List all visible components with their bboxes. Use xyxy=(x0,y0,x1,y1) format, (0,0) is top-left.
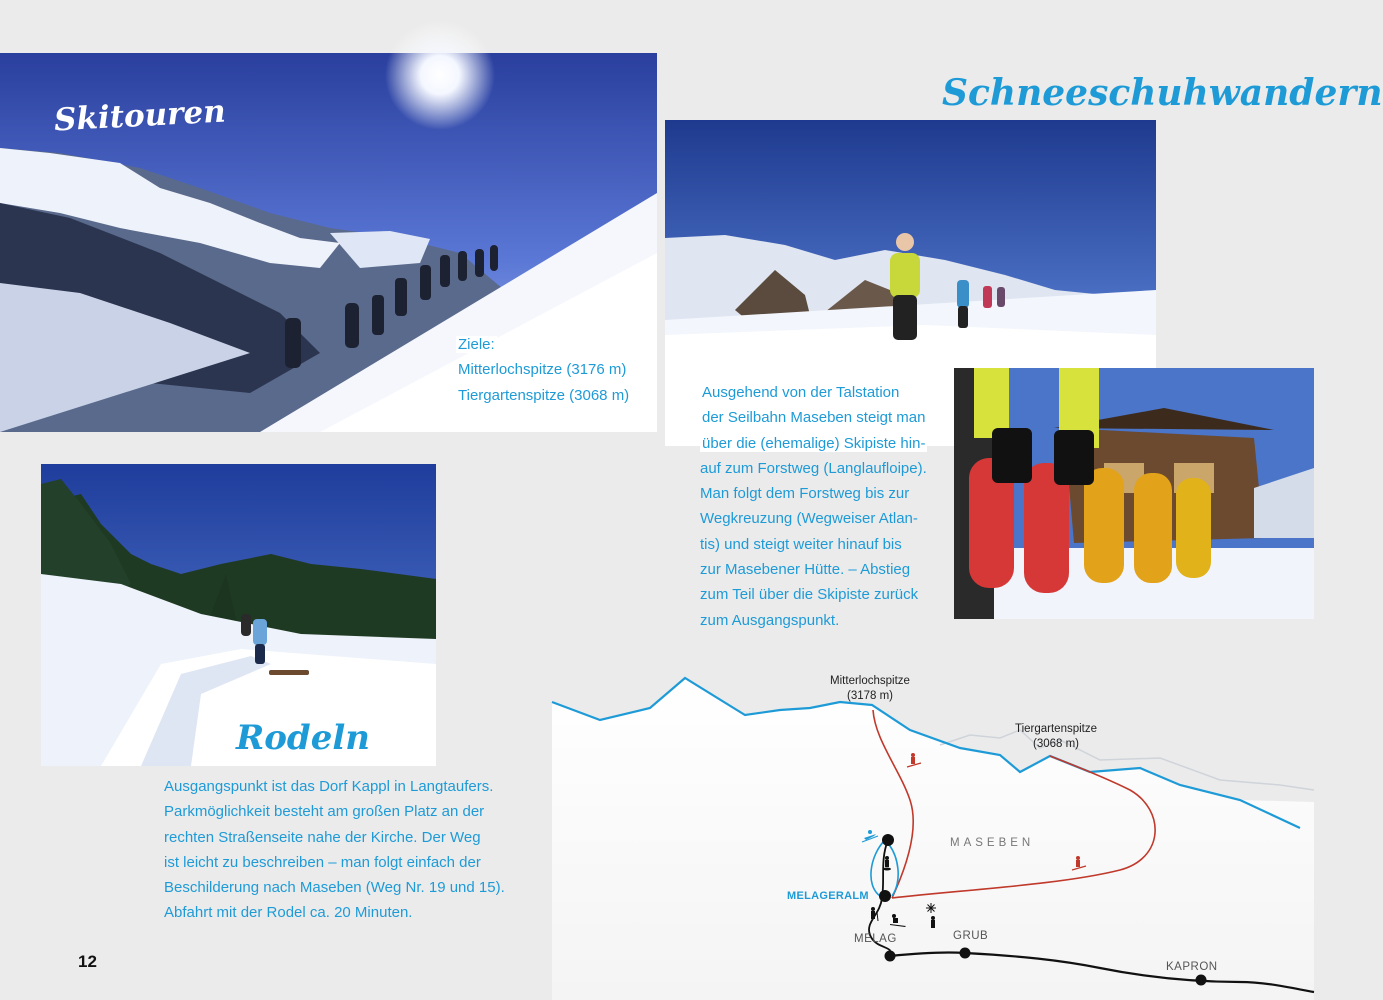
schneeschuh-text xyxy=(700,380,950,633)
skitouren-title: Skitouren xyxy=(53,93,227,139)
schneeschuh-line: zur Masebener Hütte. – Abstieg xyxy=(700,561,911,579)
place-melag: MELAG xyxy=(854,933,897,945)
goal-mitterlochspitze: Mitterlochspitze (3176 m) xyxy=(458,361,627,379)
schneeschuh-title: Schneeschuhwandern xyxy=(942,72,1383,114)
rodeln-text xyxy=(164,774,544,926)
snowflake-icon xyxy=(926,903,936,913)
schneeschuh-line: tis) und steigt weiter hinauf bis xyxy=(700,535,902,553)
peak1-name: Mitterlochspitze xyxy=(830,675,910,687)
snowshoes-hut-photo xyxy=(954,368,1314,619)
goals-label: Ziele: xyxy=(458,336,495,353)
area-maseben: MASEBEN xyxy=(950,837,1035,849)
schneeschuh-line: Wegkreuzung (Wegweiser Atlan- xyxy=(700,510,918,528)
schneeschuh-line: zum Ausgangspunkt. xyxy=(700,611,840,629)
schneeschuh-line: über die (ehemalige) Skipiste hin- xyxy=(702,434,926,452)
page-number: 12 xyxy=(78,952,97,971)
rodeln-line: Parkmöglichkeit besteht am großen Platz an der xyxy=(164,803,485,821)
schneeschuh-line: zum Teil über die Skipiste zurück xyxy=(700,586,919,604)
place-grub: GRUB xyxy=(953,930,989,942)
schneeschuh-line: Ausgehend von der Talstation xyxy=(702,384,900,401)
peak2-height: (3068 m) xyxy=(1032,738,1080,750)
hiker-icon-2 xyxy=(931,916,935,928)
route-map xyxy=(540,660,1314,1000)
rodeln-title: Rodeln xyxy=(236,718,370,758)
place-melageralm: MELAGERALM xyxy=(787,890,869,902)
peak-mitterlochspitze xyxy=(810,674,930,704)
peak1-height: (3178 m) xyxy=(846,690,894,702)
skitouren-goals xyxy=(456,332,631,408)
schneeschuh-line: Man folgt dem Forstweg bis zur xyxy=(700,485,910,503)
rodeln-line: Beschilderung nach Maseben (Weg Nr. 19 und 15). xyxy=(164,879,505,897)
schneeschuh-line: auf zum Forstweg (Langlaufloipe). xyxy=(700,459,927,477)
peak-tiergartenspitze xyxy=(996,722,1116,752)
rodeln-line: Abfahrt mit der Rodel ca. 20 Minuten. xyxy=(164,904,413,922)
rodeln-line: ist leicht zu beschreiben – man folgt einfach der xyxy=(164,853,481,871)
schneeschuh-line: der Seilbahn Maseben steigt man xyxy=(702,409,926,427)
peak2-name: Tiergartenspitze xyxy=(1014,723,1098,735)
goal-tiergartenspitze: Tiergartenspitze (3068 m) xyxy=(458,386,630,404)
place-kapron: KAPRON xyxy=(1166,961,1218,973)
rodeln-line: Ausgangspunkt ist das Dorf Kappl in Langtaufers. xyxy=(164,778,494,795)
rodeln-line: rechten Straßenseite nahe der Kirche. Der Weg xyxy=(164,828,481,846)
